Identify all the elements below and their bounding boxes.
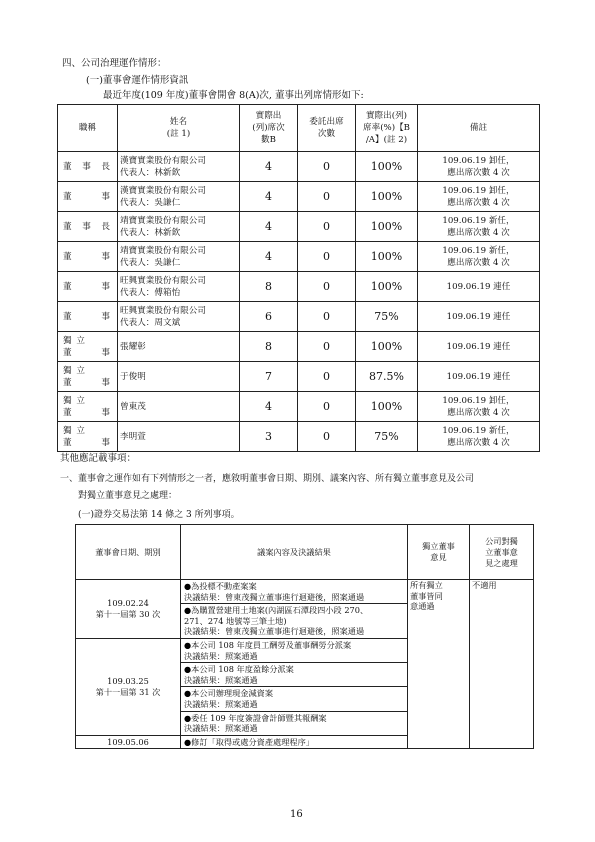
attended-cell: 4 <box>240 212 298 242</box>
table-row <box>58 422 540 452</box>
independent-director-opinion: 所有獨立 董事皆同 意通過 <box>408 580 470 749</box>
header-date: 董事會日期、期別 <box>76 525 181 580</box>
rate-cell: 100% <box>356 272 418 302</box>
table-row <box>58 392 540 422</box>
rate-cell: 100% <box>356 242 418 272</box>
name-cell: 曾東茂 <box>118 392 240 422</box>
attended-cell: 3 <box>240 422 298 452</box>
proxy-cell: 0 <box>298 332 356 362</box>
remark-cell: 109.06.19 連任 <box>418 272 540 302</box>
meeting-resolution-table <box>75 524 534 749</box>
table-row <box>58 152 540 182</box>
resolution-text: 為投標不動產案案 決議結果：曾東茂獨立董事進行迴避後，照案通過 <box>184 581 365 602</box>
header-remark: 備註 <box>418 105 540 152</box>
meeting-date-cell: 109.03.25 第十一屆第 31 次 <box>76 638 181 735</box>
resolution-text: 本公司 108 年度員工酬勞及董事酬勞分派案 決議結果：照案通過 <box>184 639 352 661</box>
name-cell: 李明萱 <box>118 422 240 452</box>
position-cell: 董事 <box>58 272 118 302</box>
meeting-date-cell: 109.02.24 第十一屆第 30 次 <box>76 580 181 639</box>
rate-cell: 100% <box>356 182 418 212</box>
attended-cell: 4 <box>240 182 298 212</box>
name-cell: 漢寶實業股份有限公司 代表人：吳謙仁 <box>118 182 240 212</box>
table-header-row <box>76 525 534 580</box>
section-heading: 四、公司治理運作情形： <box>62 58 167 69</box>
resolution-cell <box>181 711 408 735</box>
header-title: 職稱 <box>58 105 118 152</box>
proxy-cell: 0 <box>298 422 356 452</box>
position-cell: 董事長 <box>58 212 118 242</box>
header-attended: 實際出 (列)席次 數B <box>240 105 298 152</box>
resolution-text: 本公司 108 年度盈餘分派案 決議結果：照案通過 <box>184 664 294 685</box>
proxy-cell: 0 <box>298 152 356 182</box>
other-items-heading: 其他應記載事項： <box>60 453 137 464</box>
proxy-cell: 0 <box>298 212 356 242</box>
resolution-text: 本公司辦理現金減資案 決議結果：照案通過 <box>184 688 274 709</box>
item1-text-line1: 一、董事會之運作如有下列情形之一者，應敘明董事會日期、期別、議案內容、所有獨立董事意見及公司 <box>60 474 475 484</box>
attended-cell: 7 <box>240 362 298 392</box>
resolution-text: 修訂「取得或處分資產處理程序」 <box>191 736 314 747</box>
table-row <box>58 212 540 242</box>
resolution-text: 委任 109 年度簽證會計師暨其報酬案 決議結果：照案通過 <box>184 712 327 734</box>
meeting-date-cell: 109.05.06 <box>76 735 181 749</box>
position-cell: 獨立 董事 <box>58 362 118 392</box>
attended-cell: 4 <box>240 392 298 422</box>
attended-cell: 6 <box>240 302 298 332</box>
proxy-cell: 0 <box>298 182 356 212</box>
resolution-cell <box>181 663 408 687</box>
remark-cell: 109.06.19 新任， 應出席次數 4 次 <box>418 422 540 452</box>
page-number: 16 <box>290 809 303 820</box>
resolution-cell <box>181 735 408 749</box>
position-cell: 董事 <box>58 302 118 332</box>
bullet-icon: ● <box>184 639 192 650</box>
proxy-cell: 0 <box>298 392 356 422</box>
table-row <box>58 332 540 362</box>
proxy-cell: 0 <box>298 302 356 332</box>
item1-text-line2: 對獨立董事意見之處理： <box>78 491 178 501</box>
rate-cell: 100% <box>356 332 418 362</box>
sub1-heading: (一)證券交易法第 14 條之 3 所列事項。 <box>78 510 240 520</box>
name-cell: 靖寶實業股份有限公司 代表人：吳謙仁 <box>118 242 240 272</box>
header-content: 議案內容及決議結果 <box>181 525 408 580</box>
rate-cell: 100% <box>356 212 418 242</box>
name-cell: 靖寶實業股份有限公司 代表人：林新欽 <box>118 212 240 242</box>
rate-cell: 100% <box>356 392 418 422</box>
table-row <box>58 302 540 332</box>
remark-cell: 109.06.19 連任 <box>418 362 540 392</box>
header-handling: 公司對獨 立董事意 見之處理 <box>470 525 534 580</box>
position-cell: 董事 <box>58 242 118 272</box>
name-cell: 于俊明 <box>118 362 240 392</box>
header-proxy: 委託出席 次數 <box>298 105 356 152</box>
header-rate: 實際出(列) 席率(%)【B /A】(註 2) <box>356 105 418 152</box>
remark-cell: 109.06.19 卸任， 應出席次數 4 次 <box>418 182 540 212</box>
position-cell: 董事 <box>58 182 118 212</box>
bullet-icon: ● <box>184 736 192 747</box>
table-row <box>58 272 540 302</box>
remark-cell: 109.06.19 新任， 應出席次數 4 次 <box>418 212 540 242</box>
bullet-icon: ● <box>184 688 192 699</box>
table-row <box>58 242 540 272</box>
position-cell: 獨立 董事 <box>58 422 118 452</box>
bullet-icon: ● <box>184 581 192 591</box>
board-attendance-table <box>57 104 540 452</box>
subsection-heading: (一)董事會運作情形資訊 <box>86 75 189 86</box>
table-row <box>58 362 540 392</box>
name-cell: 漢寶實業股份有限公司 代表人：林新欽 <box>118 152 240 182</box>
attended-cell: 4 <box>240 152 298 182</box>
proxy-cell: 0 <box>298 362 356 392</box>
position-cell: 董事長 <box>58 152 118 182</box>
resolution-text: 為購置營建用土地案(內湖區石潭段四小段 270、 271、274 地號等三筆土地) 決議結果：曾東茂獨立董事進行迴避後，照案通過 <box>184 605 369 637</box>
table-row <box>58 182 540 212</box>
resolution-cell <box>181 604 408 639</box>
header-name: 姓名 (註 1) <box>118 105 240 152</box>
bullet-icon: ● <box>184 712 192 723</box>
remark-cell: 109.06.19 卸任， 應出席次數 4 次 <box>418 392 540 422</box>
company-handling: 不適用 <box>470 580 534 749</box>
bullet-icon: ● <box>184 664 192 675</box>
position-cell: 獨立 董事 <box>58 332 118 362</box>
rate-cell: 75% <box>356 422 418 452</box>
resolution-cell <box>181 580 408 604</box>
meeting-summary: 最近年度(109 年度)董事會開會 8(A)次, 董事出列席情形如下: <box>103 90 364 101</box>
proxy-cell: 0 <box>298 242 356 272</box>
table-header-row <box>58 105 540 152</box>
attended-cell: 8 <box>240 272 298 302</box>
remark-cell: 109.06.19 新任， 應出席次數 4 次 <box>418 242 540 272</box>
remark-cell: 109.06.19 連任 <box>418 332 540 362</box>
bullet-icon: ● <box>184 605 192 616</box>
attended-cell: 4 <box>240 242 298 272</box>
remark-cell: 109.06.19 連任 <box>418 302 540 332</box>
rate-cell: 75% <box>356 302 418 332</box>
name-cell: 旺興實業股份有限公司 代表人：周文斌 <box>118 302 240 332</box>
remark-cell: 109.06.19 卸任， 應出席次數 4 次 <box>418 152 540 182</box>
resolution-cell <box>181 638 408 662</box>
rate-cell: 87.5% <box>356 362 418 392</box>
resolution-cell <box>181 687 408 711</box>
rate-cell: 100% <box>356 152 418 182</box>
table-row <box>76 580 534 604</box>
header-opinion: 獨立董事 意見 <box>408 525 470 580</box>
name-cell: 旺興實業股份有限公司 代表人：傅箱怡 <box>118 272 240 302</box>
attended-cell: 8 <box>240 332 298 362</box>
name-cell: 張耀彰 <box>118 332 240 362</box>
proxy-cell: 0 <box>298 272 356 302</box>
position-cell: 獨立 董事 <box>58 392 118 422</box>
